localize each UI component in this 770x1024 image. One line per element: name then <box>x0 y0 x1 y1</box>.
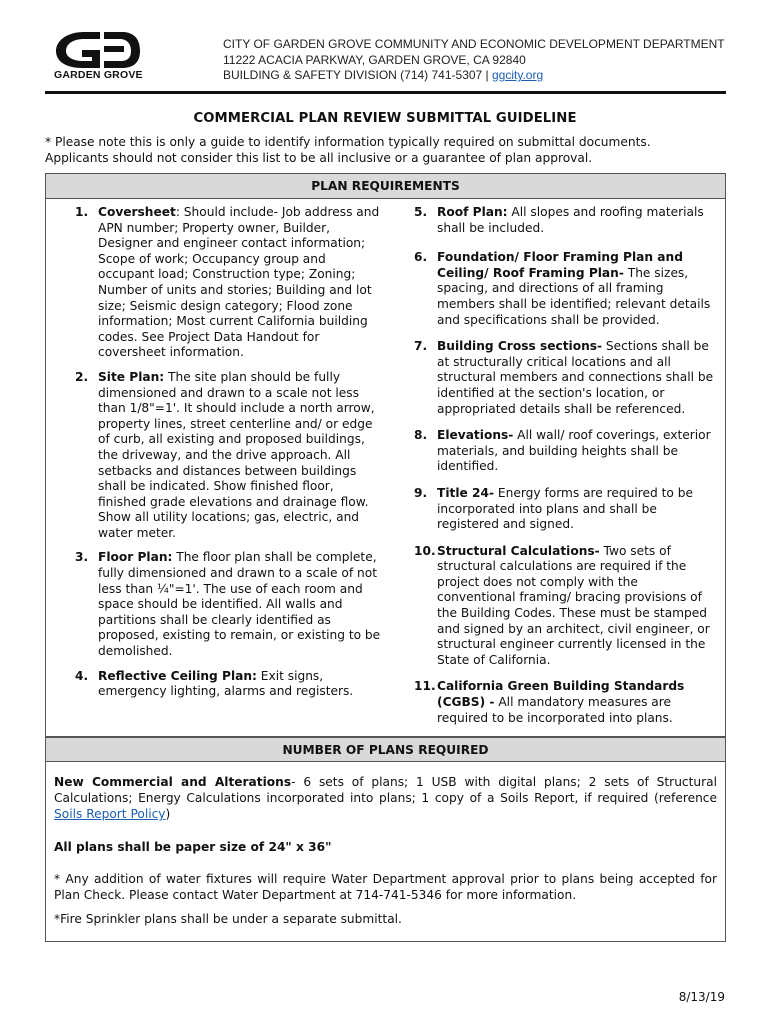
department-address: 11222 ACACIA PARKWAY, GARDEN GROVE, CA 92840 <box>223 52 526 67</box>
fire-sprinkler-note: *Fire Sprinkler plans shall be under a separate submittal. <box>54 912 402 927</box>
list-item: 5. Roof Plan: All slopes and roofing materials shall be included. <box>414 205 704 235</box>
division-phone: BUILDING & SAFETY DIVISION (714) 741-5307 | ggcity.org <box>223 68 544 83</box>
department-header <box>223 37 725 84</box>
logo-text: GARDEN GROVE <box>54 69 143 81</box>
soils-report-policy-link[interactable]: Soils Report Policy <box>54 807 166 822</box>
number-of-plans-body <box>46 762 725 927</box>
page-title: COMMERCIAL PLAN REVIEW SUBMITTAL GUIDELINE <box>193 111 577 126</box>
list-item: 3. Floor Plan: The floor plan shall be complete, fully dimensioned and drawn to a scale of not less than ¼"=1'. The use of each room and space should be identified. All walls and partitions shall be clearly identified as proposed, existing to remain, or existing to be demolished. <box>75 550 381 659</box>
department-name: CITY OF GARDEN GROVE COMMUNITY AND ECONOMIC DEVELOPMENT DEPARTMENT <box>223 37 725 51</box>
number-of-plans-section <box>45 737 726 942</box>
website-link[interactable]: ggcity.org <box>492 68 544 83</box>
list-item: 1. Coversheet: Should include- Job address and APN number; Property owner, Builder, Designer and engineer contact information; Scope of work; Occupancy group and occupant load; Construction type; Zoning; Number of units and stories; Building and lot size; Seismic design category; Flood zone information; Most current California building codes. See Project Data Handout for coversheet information. <box>75 205 380 360</box>
paper-size-note: All plans shall be paper size of 24" x 36" <box>54 839 332 854</box>
plan-requirements-heading: PLAN REQUIREMENTS <box>46 174 725 199</box>
list-item: 2. Site Plan: The site plan should be fully dimensioned and drawn to a scale not less than 1/8"=1'. It should include a north arrow, property lines, street centerline and/ or edge of curb, all existing and proposed buildings, the driveway, and the drive approach. All setbacks and distances between buildings shall be indicated. Show finished floor, finished grade elevations and drainage flow. Show all utility locations; gas, electric, and water meter. <box>75 369 375 540</box>
list-item: 10. Structural Calculations- Two sets of structural calculations are required if the project does not comply with the conventional framing/ bracing provisions of the Building Codes. These must be stamped and signed by an architect, civil engineer, or structural engineer currently licensed in the State of California. <box>414 543 710 667</box>
header-rule <box>45 91 726 94</box>
number-of-plans-heading: NUMBER OF PLANS REQUIRED <box>46 737 725 762</box>
list-item: 11. California Green Building Standards (CGBS) - All mandatory measures are required to be incorporated into plans. <box>414 679 685 725</box>
new-commercial-paragraph: New Commercial and Alterations- 6 sets of plans; 1 USB with digital plans; 2 sets of Structural Calculations; Energy Calculations incorporated into plans; 1 copy of a Soils Report, if required (reference Soils Report Policy) <box>54 775 717 822</box>
requirements-left-column <box>75 205 383 709</box>
list-item: 9. Title 24- Energy forms are required to be incorporated into plans and shall be registered and signed. <box>414 485 693 532</box>
disclaimer-note: * Please note this is only a guide to identify information typically required on submittal documents. Applicants should not consider this list to be all inclusive or a guarantee of plan approval. <box>45 135 651 165</box>
list-item: 6. Foundation/ Floor Framing Plan and Ceiling/ Roof Framing Plan- The sizes, spacing, and directions of all framing members shall be identified; relevant details and specifications shall be provided. <box>414 250 711 327</box>
list-item: 8. Elevations- All wall/ roof coverings, exterior materials, and building heights shall be identified. <box>414 428 711 474</box>
list-item: 4. Reflective Ceiling Plan: Exit signs, emergency lighting, alarms and registers. <box>75 668 354 699</box>
list-item: 7. Building Cross sections- Sections shall be at structurally critical locations and all structural members and connections shall be identified at the section's location, or appropriated details shall be referenced. <box>414 339 714 416</box>
water-fixtures-note: * Any addition of water fixtures will require Water Department approval prior to plans being accepted for Plan Check. Please contact Water Department at 714-741-5346 for more information. <box>54 871 717 903</box>
requirements-right-column <box>414 205 718 735</box>
revision-date: 8/13/19 <box>678 990 725 1004</box>
